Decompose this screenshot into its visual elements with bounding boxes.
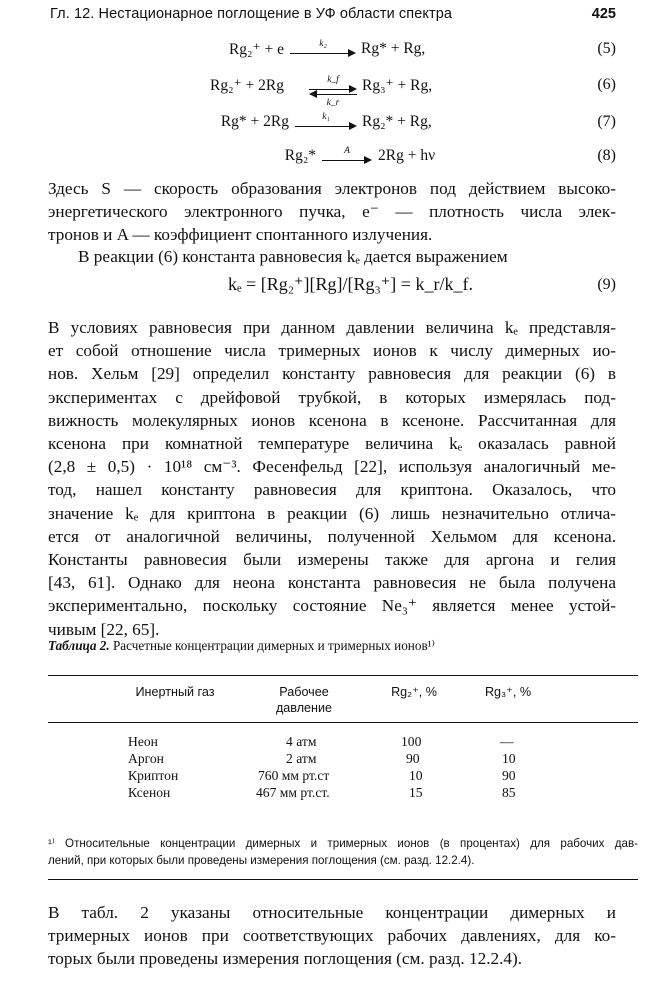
rate-constant: k₂	[319, 39, 327, 49]
reaction-5	[0, 40, 646, 66]
equation-number: (8)	[597, 147, 616, 164]
reaction-7	[0, 113, 646, 139]
table-header-pressure: Рабочее давление	[275, 685, 333, 715]
text-line: В реакции (6) константа равновесия kₑ дается выражением	[78, 247, 508, 266]
text-line: нов. Хельм [29] определил константу равновесия для реакции (6) в	[48, 364, 616, 384]
cell-pressure: 2 атм	[286, 751, 317, 766]
footnote-line: лений, при которых были проведены измерения поглощения (см. разд. 12.2.4).	[48, 854, 475, 867]
text-line: чивым [22, 65].	[48, 619, 160, 639]
cell-trimer: —	[500, 734, 514, 749]
table-bottom-rule	[48, 879, 638, 880]
paragraph-table-summary	[48, 901, 616, 971]
table-header-rule	[48, 722, 638, 723]
text-line: торых были проведены измерения поглощения (см. разд. 12.2.4).	[48, 949, 523, 969]
text-line: Константы равновесия были измерены также для аргона и гелия	[48, 550, 616, 570]
text-line: значение kₑ для криптона в реакции (6) лишь незначительно отлича-	[48, 503, 616, 523]
table-header-gas: Инертный газ	[135, 685, 215, 699]
text-line: ется от аналогичной величины, полученной Хельмом для ксенона.	[48, 526, 616, 546]
cell-gas: Неон	[128, 734, 158, 749]
equation-text: kₑ = [Rg₂⁺][Rg]/[Rg₃⁺] = k_r/k_f.	[228, 274, 473, 294]
running-title: Гл. 12. Нестационарное поглощение в УФ области спектра	[50, 6, 453, 22]
equation-number: (9)	[597, 276, 616, 293]
text-line: тримерных ионов при соответствующих рабочих давлениях, для ко-	[48, 926, 616, 946]
cell-dimer: 90	[406, 751, 420, 766]
equation-9	[0, 272, 646, 302]
table-top-rule	[48, 675, 638, 676]
cell-dimer: 100	[401, 734, 422, 749]
text-line: вижность молекулярных ионов ксенона в ксеноне. Рассчитанная для	[48, 410, 616, 430]
text-line: энергетического электронного пучка, e⁻ — плотность числа элек-	[48, 202, 616, 222]
page-number: 425	[591, 6, 616, 22]
text-line: тронов и A — коэффициент спонтанного излучения.	[48, 225, 433, 245]
text-line: Здесь S — скорость образования электронов под действием высоко-	[48, 179, 616, 198]
text-line: (2,8 ± 0,5) · 10¹⁸ см⁻³. Фесенфельд [22], используя аналогичный ме-	[48, 457, 616, 477]
cell-trimer: 90	[502, 768, 516, 783]
text-line: экспериментально, поскольку состояние Ne₃⁺ является менее устой-	[48, 596, 616, 616]
forward-arrow-icon	[322, 147, 372, 173]
text-line: ксенона при комнатной температуре величина kₑ оказалась равной	[48, 434, 616, 454]
reaction-lhs: Rg₂⁺ + e	[228, 41, 284, 58]
text-line: ет собой отношение числа тримерных ионов к числу димерных ио-	[48, 341, 616, 361]
reaction-lhs: Rg₂⁺ + 2Rg	[209, 77, 284, 94]
text-line: экспериментах с дрейфовой трубкой, в которых измерялась под-	[48, 387, 616, 407]
rate-constant-forward: k_f	[327, 75, 339, 85]
cell-gas: Криптон	[128, 768, 179, 783]
forward-arrow-icon	[295, 113, 357, 139]
paragraph-equilibrium-intro	[48, 245, 616, 268]
reaction-rhs: 2Rg + hν	[378, 147, 436, 164]
footnote-line: ¹⁾ Относительные концентрации димерных и тримерных ионов (в процентах) для рабочих дав-	[48, 837, 638, 850]
equation-number: (7)	[597, 113, 616, 130]
rate-constant: k₁	[322, 112, 330, 122]
table-footnote	[48, 835, 638, 869]
table-caption	[48, 638, 616, 654]
reaction-lhs: Rg* + 2Rg	[220, 113, 289, 130]
cell-dimer: 10	[409, 768, 423, 783]
cell-dimer: 15	[409, 785, 423, 800]
reaction-lhs: Rg₂*	[284, 147, 316, 164]
equation-number: (6)	[597, 76, 616, 93]
table-header-dimer: Rg₂⁺, %	[391, 685, 437, 699]
table-caption-label: Таблица 2.	[48, 638, 110, 653]
paragraph-definitions	[48, 177, 616, 247]
table-header-trimer: Rg₃⁺, %	[484, 685, 532, 699]
page-header	[50, 6, 616, 28]
text-line: В табл. 2 указаны относительные концентрации димерных и	[48, 903, 616, 922]
forward-arrow-icon	[290, 40, 356, 66]
rate-constant-reverse: k_r	[326, 98, 340, 108]
cell-pressure: 467 мм рт.ст.	[256, 785, 330, 800]
text-line: В условиях равновесия при данном давлении величина kₑ представля-	[48, 318, 616, 337]
reaction-8	[0, 147, 646, 173]
cell-trimer: 10	[502, 751, 516, 766]
cell-gas: Ксенон	[128, 785, 171, 800]
rate-constant: A	[344, 146, 350, 156]
cell-pressure: 760 мм рт.ст	[258, 768, 330, 783]
paragraph-equilibrium-discussion	[48, 316, 616, 641]
text-line: [43, 61]. Однако для неона константа равновесия не была получена	[48, 573, 616, 593]
text-line: тод, нашел константу равновесия для криптона. Оказалось, что	[48, 480, 616, 500]
cell-trimer: 85	[502, 785, 516, 800]
cell-pressure: 4 атм	[286, 734, 317, 749]
equilibrium-arrow-icon	[309, 75, 357, 108]
table-caption-text: Расчетные концентрации димерных и тримерных ионов¹⁾	[112, 638, 435, 653]
equation-number: (5)	[597, 40, 616, 57]
cell-gas: Аргон	[128, 751, 164, 766]
reaction-rhs: Rg* + Rg,	[361, 40, 426, 57]
reaction-rhs: Rg₃⁺ + Rg,	[362, 77, 433, 94]
reaction-6	[0, 75, 646, 108]
reaction-rhs: Rg₂* + Rg,	[362, 113, 432, 130]
